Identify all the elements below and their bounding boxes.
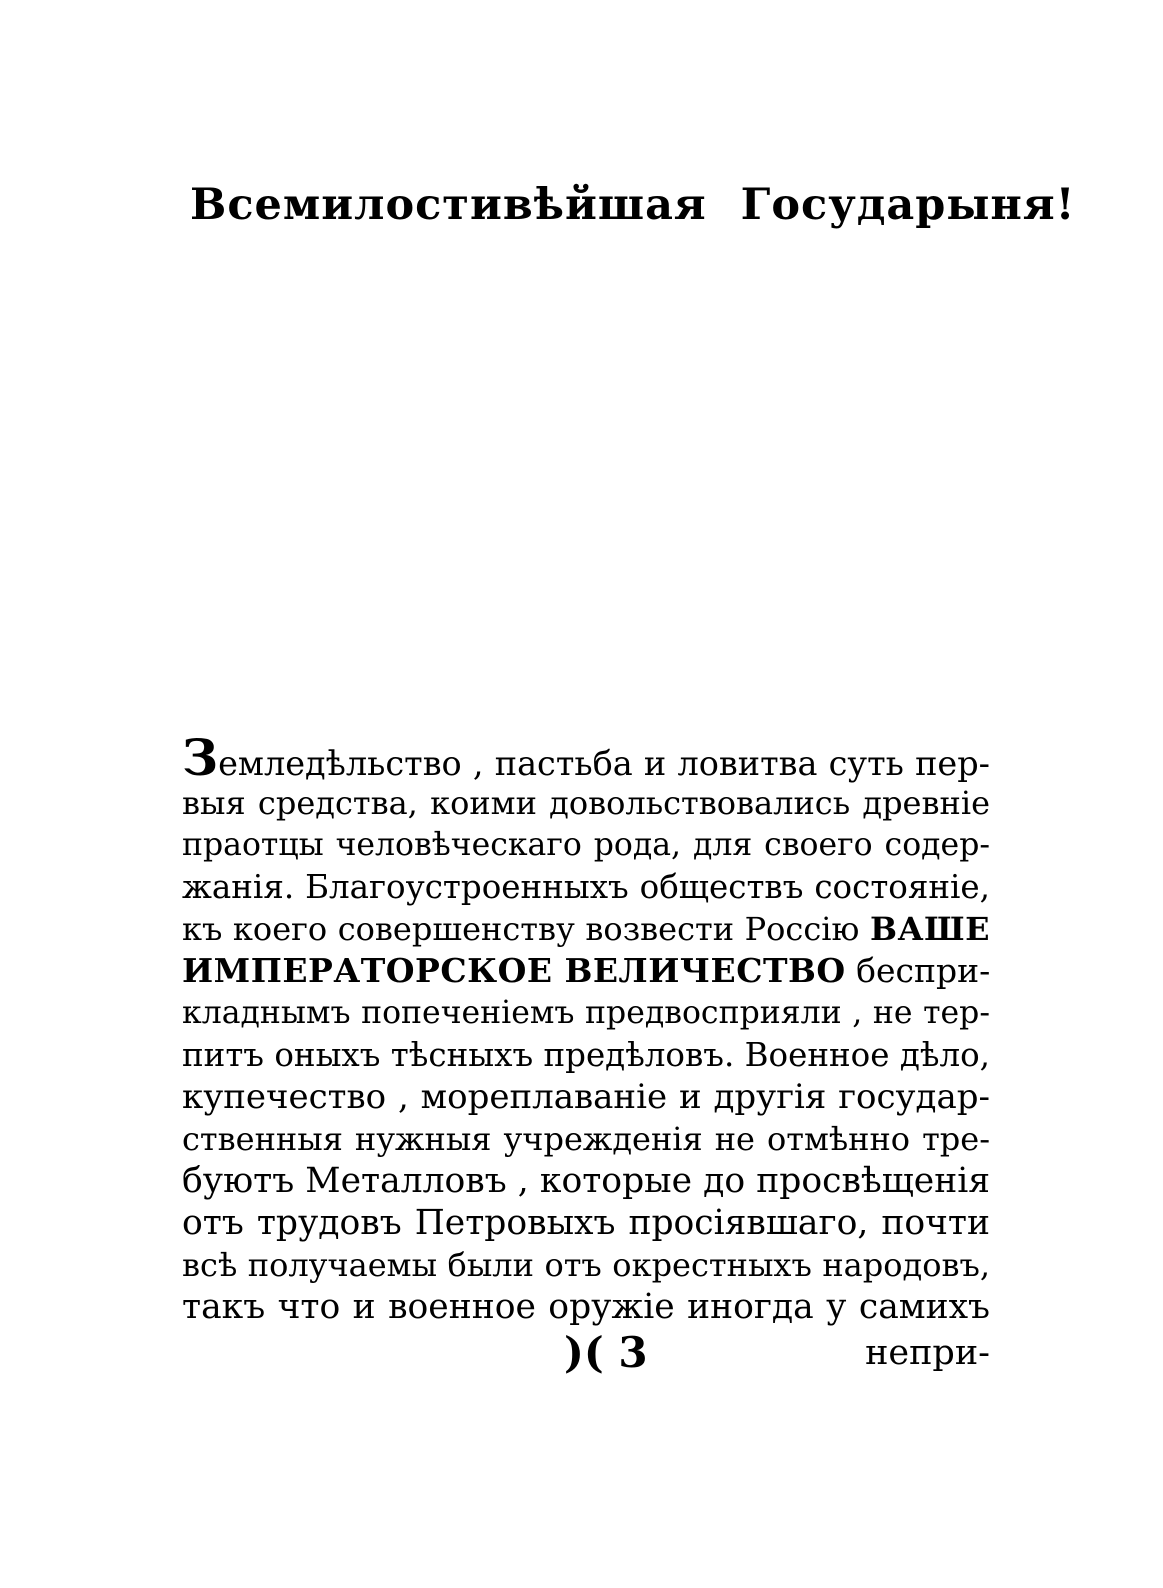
text-line-content: емледѣльство , пастьба и ловитва суть пер- [218, 744, 990, 783]
caps-word: ВАШЕ [869, 910, 991, 948]
text-line-content: беспри- [856, 951, 991, 990]
body-paragraph [182, 728, 991, 1328]
page-heading: Всемилостивѣйшая Государыня! [190, 180, 1076, 230]
text-line: отъ трудовъ Петровыхъ просіявшаго, почти [182, 1203, 990, 1243]
text-line: ственныя нужныя учрежденія не отмѣнно тре- [182, 1120, 990, 1158]
text-line: питъ оныхъ тѣсныхъ предѣловъ. Военное дѣло, [182, 1036, 990, 1074]
catchword: непри- [865, 1333, 990, 1373]
drop-cap: З [182, 728, 219, 787]
text-line: жанія. Благоустроенныхъ обществъ состояніе, [182, 868, 990, 906]
text-line: праотцы человѣческаго рода, для своего содер- [182, 827, 990, 863]
text-line [182, 728, 990, 787]
text-line: буютъ Металловъ , которые до просвѣщенія [182, 1161, 990, 1201]
caps-title: ИМПЕРАТОРСКОЕ ВЕЛИЧЕСТВО [182, 951, 846, 990]
text-line: такъ что и военное оружіе иногда у самихъ [182, 1287, 990, 1327]
text-line [182, 950, 990, 992]
text-line: кладнымъ попеченіемъ предвосприяли , не тер- [182, 995, 990, 1031]
page-footer [182, 1328, 990, 1378]
text-line: купечество , мореплаваніе и другія государ- [182, 1077, 990, 1117]
text-line: всѣ получаемы были отъ окрестныхъ народовъ, [182, 1246, 990, 1284]
text-line-content: къ коего совершенству возвести Россію [182, 910, 860, 948]
signature-mark: )( 3 [564, 1328, 648, 1377]
text-line [182, 908, 990, 950]
text-line: выя средства, коими довольствовались древніе [182, 784, 990, 822]
